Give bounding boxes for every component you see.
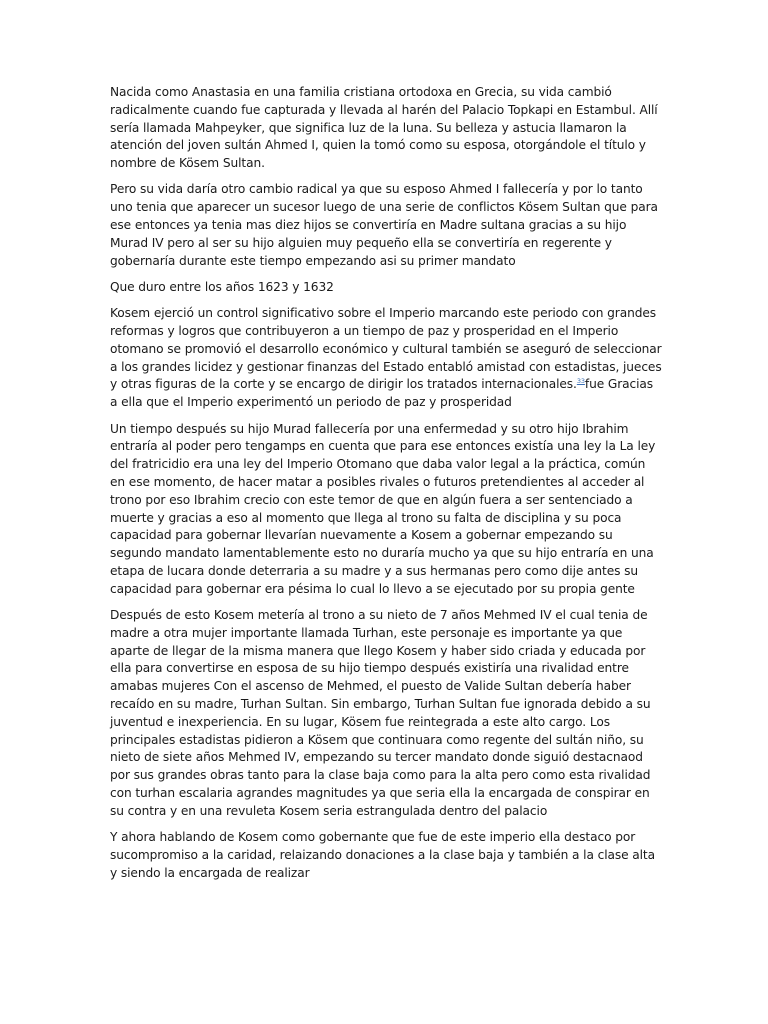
paragraph-4-text-before: Kosem ejerció un control significativo sobre el Imperio marcando este periodo con grandes reformas y logros que contribuyeron a un tiempo de paz y prosperidad en el Imperio otomano se promovió el desarrollo económico y cultural también se aseguró de seleccionar a los grandes licidez y gestionar finanzas del Estado entabló amistad con estadistas, jueces y otras figuras de la corte y se encargo de dirigir los tratados internacionales. (110, 306, 662, 392)
paragraph-4 (110, 305, 662, 412)
paragraph-6: Después de esto Kosem metería al trono a su nieto de 7 años Mehmed IV el cual tenia de madre a otra mujer importante llamada Turhan, este personaje es importante ya que aparte de llegar de la misma manera que llego Kosem y haber sido criada y educada por ella para convertirse en esposa de su hijo tiempo después existiría una rivalidad entre amabas mujeres Con el ascenso de Mehmed, el puesto de Valide Sultan debería haber recaído en su madre, Turhan Sultan. Sin embargo, Turhan Sultan fue ignorada debido a su juventud e inexperiencia. En su lugar, Kösem fue reintegrada a este alto cargo. Los principales estadistas pidieron a Kösem que continuara como regente del sultán niño, su nieto de siete años Mehmed IV, empezando su tercer mandato donde siguió destacnaod por sus grandes obras tanto para la clase baja como para la alta pero como esta rivalidad con turhan escalaria agrandes magnitudes ya que seria ella la encargada de conspirar en su contra y en una revuleta Kosem seria estrangulada dentro del palacio (110, 608, 651, 818)
paragraph-3: Que duro entre los años 1623 y 1632 (110, 279, 334, 294)
paragraph-5: Un tiempo después su hijo Murad fallecería por una enfermedad y su otro hijo Ibrahim entraría al poder pero tengamps en cuenta que para ese entonces existía una ley la La ley del fratricidio era una ley del Imperio Otomano que daba valor legal a la práctica, común en ese momento, de hacer matar a posibles rivales o futuros pretendientes al acceder al trono por eso Ibrahim crecio con este temor de que en algún fuera a ser sentenciado a muerte y gracias a eso al momento que llega al trono su falta de disciplina y su poca capacidad para gobernar llevarían nuevamente a Kosem a gobernar empezando su segundo mandato lamentablemente esto no duraría mucho ya que su hijo entraría en una etapa de lucara donde deterraria a su madre y a sus hermanas pero como dije antes su capacidad para gobernar era pésima lo cual lo llevo a se ejecutado por su propia gente (110, 421, 656, 596)
footnote-reference-link[interactable]: 33 (576, 377, 585, 386)
paragraph-4-text-after: fue Gracias a ella que el Imperio experimentó un periodo de paz y prosperidad (110, 377, 654, 410)
paragraph-1: Nacida como Anastasia en una familia cristiana ortodoxa en Grecia, su vida cambió radicalmente cuando fue capturada y llevada al harén del Palacio Topkapi en Estambul. Allí sería llamada Mahpeyker, que significa luz de la luna. Su belleza y astucia llamaron la atención del joven sultán Ahmed I, quien la tomó como su esposa, otorgándole el título y nombre de Kösem Sultan. (110, 85, 658, 171)
document-body (110, 84, 662, 891)
paragraph-7: Y ahora hablando de Kosem como gobernante que fue de este imperio ella destaco por sucompromiso a la caridad, relaizando donaciones a la clase baja y también a la clase alta y siendo la encargada de realizar (110, 830, 655, 880)
paragraph-2: Pero su vida daría otro cambio radical ya que su esposo Ahmed I fallecería y por lo tanto uno tenia que aparecer un sucesor luego de una serie de conflictos Kösem Sultan que para ese entonces ya tenia mas diez hijos se convertiría en Madre sultana gracias a su hijo Murad IV pero al ser su hijo alguien muy pequeño ella se convertiría en regerente y gobernaría durante este tiempo empezando asi su primer mandato (110, 182, 658, 268)
